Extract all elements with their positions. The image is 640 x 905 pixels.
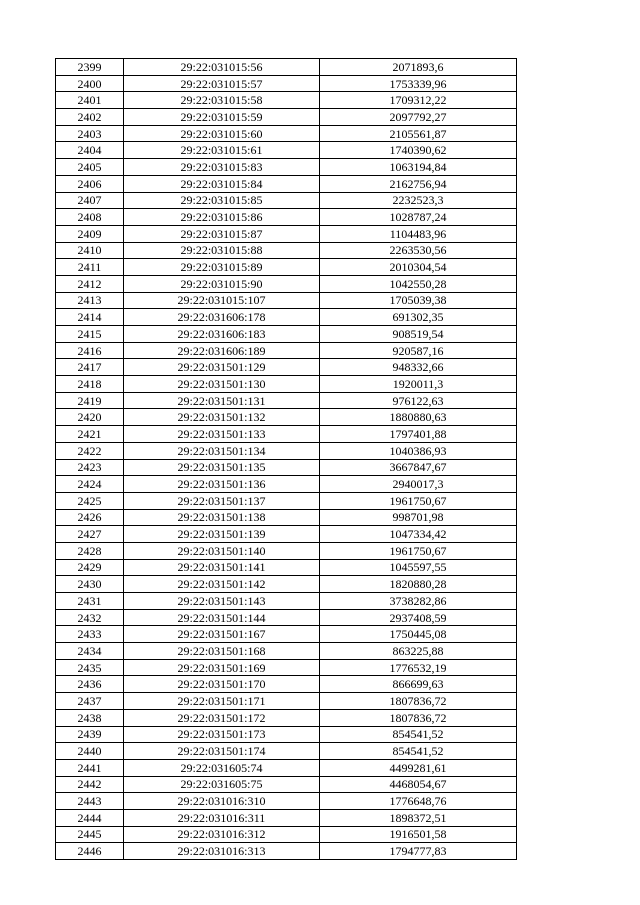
value-cell: 1920011,3: [320, 376, 517, 393]
table-row: [56, 142, 517, 159]
table-row: [56, 275, 517, 292]
value-cell: 1709312,22: [320, 92, 517, 109]
row-number-cell: 2416: [56, 342, 124, 359]
table-row: [56, 542, 517, 559]
value-cell: 1776648,76: [320, 793, 517, 810]
table-row: [56, 559, 517, 576]
value-cell: 1807836,72: [320, 709, 517, 726]
value-cell: 1063194,84: [320, 159, 517, 176]
cadastral-number-cell: 29:22:031015:61: [124, 142, 320, 159]
value-cell: 2162756,94: [320, 175, 517, 192]
value-cell: 2105561,87: [320, 125, 517, 142]
value-cell: 948332,66: [320, 359, 517, 376]
table-row: [56, 659, 517, 676]
value-cell: 4468054,67: [320, 776, 517, 793]
cadastral-number-cell: 29:22:031016:313: [124, 843, 320, 860]
value-cell: 1705039,38: [320, 292, 517, 309]
value-cell: 1028787,24: [320, 209, 517, 226]
value-cell: 2232523,3: [320, 192, 517, 209]
data-table: [55, 58, 517, 860]
cadastral-number-cell: 29:22:031015:85: [124, 192, 320, 209]
cadastral-number-cell: 29:22:031606:178: [124, 309, 320, 326]
row-number-cell: 2424: [56, 476, 124, 493]
row-number-cell: 2443: [56, 793, 124, 810]
cadastral-number-cell: 29:22:031016:311: [124, 809, 320, 826]
row-number-cell: 2435: [56, 659, 124, 676]
table-row: [56, 709, 517, 726]
value-cell: 1807836,72: [320, 693, 517, 710]
row-number-cell: 2439: [56, 726, 124, 743]
value-cell: 1916501,58: [320, 826, 517, 843]
value-cell: 691302,35: [320, 309, 517, 326]
value-cell: 998701,98: [320, 509, 517, 526]
table-row: [56, 492, 517, 509]
row-number-cell: 2415: [56, 326, 124, 343]
table-row: [56, 826, 517, 843]
value-cell: 1794777,83: [320, 843, 517, 860]
value-cell: 2097792,27: [320, 109, 517, 126]
cadastral-number-cell: 29:22:031501:173: [124, 726, 320, 743]
cadastral-number-cell: 29:22:031501:140: [124, 542, 320, 559]
row-number-cell: 2440: [56, 743, 124, 760]
table-row: [56, 342, 517, 359]
table-row: [56, 92, 517, 109]
cadastral-number-cell: 29:22:031016:312: [124, 826, 320, 843]
cadastral-number-cell: 29:22:031015:56: [124, 59, 320, 76]
value-cell: 1042550,28: [320, 275, 517, 292]
value-cell: 1040386,93: [320, 442, 517, 459]
value-cell: 920587,16: [320, 342, 517, 359]
row-number-cell: 2414: [56, 309, 124, 326]
row-number-cell: 2433: [56, 626, 124, 643]
table-row: [56, 676, 517, 693]
cadastral-number-cell: 29:22:031015:107: [124, 292, 320, 309]
row-number-cell: 2438: [56, 709, 124, 726]
cadastral-number-cell: 29:22:031015:90: [124, 275, 320, 292]
row-number-cell: 2430: [56, 576, 124, 593]
row-number-cell: 2400: [56, 75, 124, 92]
table-row: [56, 793, 517, 810]
cadastral-number-cell: 29:22:031606:189: [124, 342, 320, 359]
table-row: [56, 843, 517, 860]
cadastral-number-cell: 29:22:031015:86: [124, 209, 320, 226]
value-cell: 3667847,67: [320, 459, 517, 476]
table-row: [56, 576, 517, 593]
table-row: [56, 509, 517, 526]
row-number-cell: 2426: [56, 509, 124, 526]
cadastral-number-cell: 29:22:031501:172: [124, 709, 320, 726]
cadastral-number-cell: 29:22:031015:59: [124, 109, 320, 126]
value-cell: 1961750,67: [320, 492, 517, 509]
value-cell: 1797401,88: [320, 426, 517, 443]
value-cell: 3738282,86: [320, 593, 517, 610]
cadastral-number-cell: 29:22:031015:60: [124, 125, 320, 142]
table-row: [56, 225, 517, 242]
table-row: [56, 209, 517, 226]
table-row: [56, 192, 517, 209]
table-row: [56, 476, 517, 493]
cadastral-number-cell: 29:22:031501:129: [124, 359, 320, 376]
value-cell: 1045597,55: [320, 559, 517, 576]
row-number-cell: 2446: [56, 843, 124, 860]
value-cell: 908519,54: [320, 326, 517, 343]
table-row: [56, 426, 517, 443]
table-row: [56, 776, 517, 793]
cadastral-number-cell: 29:22:031501:169: [124, 659, 320, 676]
cadastral-number-cell: 29:22:031015:89: [124, 259, 320, 276]
table-row: [56, 643, 517, 660]
value-cell: 1880880,63: [320, 409, 517, 426]
cadastral-number-cell: 29:22:031501:141: [124, 559, 320, 576]
table-row: [56, 75, 517, 92]
row-number-cell: 2407: [56, 192, 124, 209]
cadastral-number-cell: 29:22:031015:83: [124, 159, 320, 176]
cadastral-number-cell: 29:22:031015:58: [124, 92, 320, 109]
table-row: [56, 175, 517, 192]
row-number-cell: 2421: [56, 426, 124, 443]
row-number-cell: 2428: [56, 542, 124, 559]
value-cell: 2010304,54: [320, 259, 517, 276]
value-cell: 4499281,61: [320, 759, 517, 776]
row-number-cell: 2429: [56, 559, 124, 576]
table-row: [56, 743, 517, 760]
value-cell: 1961750,67: [320, 542, 517, 559]
value-cell: 1820880,28: [320, 576, 517, 593]
cadastral-number-cell: 29:22:031605:75: [124, 776, 320, 793]
cadastral-number-cell: 29:22:031501:144: [124, 609, 320, 626]
cadastral-number-cell: 29:22:031016:310: [124, 793, 320, 810]
cadastral-number-cell: 29:22:031501:170: [124, 676, 320, 693]
row-number-cell: 2406: [56, 175, 124, 192]
row-number-cell: 2422: [56, 442, 124, 459]
row-number-cell: 2427: [56, 526, 124, 543]
cadastral-number-cell: 29:22:031015:84: [124, 175, 320, 192]
cadastral-number-cell: 29:22:031501:132: [124, 409, 320, 426]
cadastral-number-cell: 29:22:031501:174: [124, 743, 320, 760]
value-cell: 854541,52: [320, 743, 517, 760]
cadastral-number-cell: 29:22:031501:135: [124, 459, 320, 476]
cadastral-number-cell: 29:22:031501:130: [124, 376, 320, 393]
table-row: [56, 459, 517, 476]
table-row: [56, 109, 517, 126]
cadastral-number-cell: 29:22:031501:142: [124, 576, 320, 593]
table-row: [56, 442, 517, 459]
value-cell: 2263530,56: [320, 242, 517, 259]
value-cell: 854541,52: [320, 726, 517, 743]
row-number-cell: 2444: [56, 809, 124, 826]
table-row: [56, 526, 517, 543]
row-number-cell: 2409: [56, 225, 124, 242]
row-number-cell: 2408: [56, 209, 124, 226]
cadastral-number-cell: 29:22:031015:87: [124, 225, 320, 242]
table-row: [56, 626, 517, 643]
cadastral-number-cell: 29:22:031501:131: [124, 392, 320, 409]
value-cell: 1047334,42: [320, 526, 517, 543]
row-number-cell: 2399: [56, 59, 124, 76]
row-number-cell: 2410: [56, 242, 124, 259]
row-number-cell: 2403: [56, 125, 124, 142]
value-cell: 1750445,08: [320, 626, 517, 643]
value-cell: 2937408,59: [320, 609, 517, 626]
row-number-cell: 2413: [56, 292, 124, 309]
value-cell: 2940017,3: [320, 476, 517, 493]
cadastral-number-cell: 29:22:031501:168: [124, 643, 320, 660]
row-number-cell: 2436: [56, 676, 124, 693]
cadastral-number-cell: 29:22:031501:137: [124, 492, 320, 509]
cadastral-number-cell: 29:22:031501:136: [124, 476, 320, 493]
cadastral-number-cell: 29:22:031015:57: [124, 75, 320, 92]
value-cell: 976122,63: [320, 392, 517, 409]
row-number-cell: 2404: [56, 142, 124, 159]
table-row: [56, 359, 517, 376]
row-number-cell: 2442: [56, 776, 124, 793]
table-row: [56, 159, 517, 176]
cadastral-number-cell: 29:22:031501:167: [124, 626, 320, 643]
table-row: [56, 693, 517, 710]
row-number-cell: 2445: [56, 826, 124, 843]
row-number-cell: 2441: [56, 759, 124, 776]
table-row: [56, 309, 517, 326]
row-number-cell: 2401: [56, 92, 124, 109]
table-row: [56, 242, 517, 259]
table-row: [56, 609, 517, 626]
cadastral-number-cell: 29:22:031501:138: [124, 509, 320, 526]
row-number-cell: 2405: [56, 159, 124, 176]
value-cell: 1898372,51: [320, 809, 517, 826]
cadastral-number-cell: 29:22:031501:133: [124, 426, 320, 443]
row-number-cell: 2412: [56, 275, 124, 292]
cadastral-number-cell: 29:22:031501:139: [124, 526, 320, 543]
row-number-cell: 2417: [56, 359, 124, 376]
row-number-cell: 2434: [56, 643, 124, 660]
table-row: [56, 259, 517, 276]
cadastral-number-cell: 29:22:031606:183: [124, 326, 320, 343]
row-number-cell: 2418: [56, 376, 124, 393]
table-row: [56, 376, 517, 393]
table-row: [56, 759, 517, 776]
table-row: [56, 593, 517, 610]
cadastral-number-cell: 29:22:031501:143: [124, 593, 320, 610]
value-cell: 866699,63: [320, 676, 517, 693]
row-number-cell: 2431: [56, 593, 124, 610]
table-row: [56, 292, 517, 309]
table-row: [56, 326, 517, 343]
table-row: [56, 409, 517, 426]
row-number-cell: 2425: [56, 492, 124, 509]
value-cell: 2071893,6: [320, 59, 517, 76]
cadastral-number-cell: 29:22:031501:134: [124, 442, 320, 459]
table-row: [56, 59, 517, 76]
cadastral-number-cell: 29:22:031015:88: [124, 242, 320, 259]
value-cell: 1740390,62: [320, 142, 517, 159]
table-row: [56, 726, 517, 743]
row-number-cell: 2419: [56, 392, 124, 409]
table-body: [56, 59, 517, 860]
row-number-cell: 2437: [56, 693, 124, 710]
row-number-cell: 2423: [56, 459, 124, 476]
value-cell: 1753339,96: [320, 75, 517, 92]
table-row: [56, 809, 517, 826]
row-number-cell: 2411: [56, 259, 124, 276]
row-number-cell: 2402: [56, 109, 124, 126]
table-row: [56, 125, 517, 142]
value-cell: 1776532,19: [320, 659, 517, 676]
value-cell: 1104483,96: [320, 225, 517, 242]
row-number-cell: 2432: [56, 609, 124, 626]
cadastral-number-cell: 29:22:031605:74: [124, 759, 320, 776]
table-row: [56, 392, 517, 409]
cadastral-number-cell: 29:22:031501:171: [124, 693, 320, 710]
row-number-cell: 2420: [56, 409, 124, 426]
value-cell: 863225,88: [320, 643, 517, 660]
